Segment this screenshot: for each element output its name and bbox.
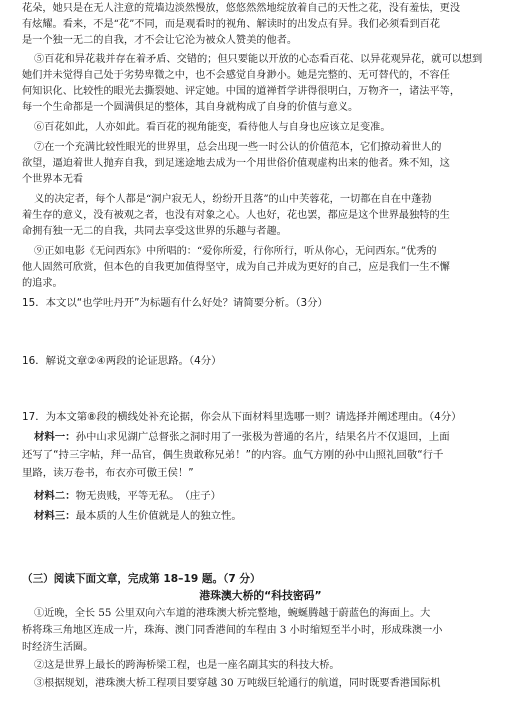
article-line: 时经济生活圈。 bbox=[22, 642, 94, 653]
passage-line: 有炫耀。看来，不是“花”不同，而是观看时的视角、解读时的出发点有异。我们必须看到百花 bbox=[22, 19, 440, 30]
passage-line: 他人固然可欣赏，但本色的自我更加值得坚守，成为自己并成为更好的自己，应是我们一生不懈 bbox=[22, 262, 450, 273]
question-16: 16．解说文章②④两段的论证思路。（4分） bbox=[22, 355, 222, 367]
passage-line: ⑤百花和异花栽并存在着矛盾、交错的；但只要能以开放的心态看百花、以异花观异花，就可以想到 bbox=[34, 54, 483, 65]
article-line: ③根据规划，港珠澳大桥工程项目要穿越 30 万吨级巨轮通行的航道，同时既要香港国际机 bbox=[34, 678, 441, 689]
article-line: ①近晚，全长 55 公里双向六车道的港珠澳大桥完整地，蜿蜒腾越于蔚蓝色的海面上。大 bbox=[34, 608, 431, 619]
passage-line: 义的决定者，每个人都是“洞户寂无人，纷纷开且落”的山中芙蓉花，一切都在自在中蓬勃 bbox=[34, 194, 432, 205]
article-title: 港珠澳大桥的“科技密码” bbox=[199, 589, 322, 602]
passage-line: 着生存的意义，没有被观之者，也没有对象之心。人也好，花也罢，都应是这个世界最独特的生 bbox=[22, 210, 450, 221]
material-1-label: 材料一： bbox=[34, 431, 76, 443]
passage-line: 每一个生命都是一个圆满俱足的整体，其自身就构成了自身的价值与意义。 bbox=[22, 102, 359, 113]
passage-line: 花朵，她只是在无人注意的荒墙边淡然慢放，悠悠然然地绽放着自己的天性之花，没有羞怯，更没 bbox=[22, 3, 461, 14]
material-1-line: 还写了“持三字帖，拜一品官，偶生贵敢称兄弟！”的内容。血气方刚的孙中山照礼回敬“行千 bbox=[22, 449, 444, 461]
material-1-text: 孙中山求见湖广总督张之洞时用了一张极为普通的名片，结果名片不仅退回，上面 bbox=[75, 431, 450, 443]
passage-line: 她们并未觉得自己处于劣势卑微之中，也不会感觉自身渺小。她是完整的、无可替代的，不容任 bbox=[22, 70, 450, 81]
question-15: 15．本文以“也学吐丹开”为标题有什么好处？请简要分析。（3分） bbox=[22, 297, 328, 309]
article-line: ②这是世界上最长的跨海桥梁工程，也是一座名副其实的科技大桥。 bbox=[34, 660, 340, 671]
passage-line: 个世界本无看 bbox=[22, 174, 84, 185]
material-3 bbox=[34, 509, 500, 523]
article-line: 桥将珠三角地区连成一片，珠海、澳门同香港间的车程由 3 小时缩短至半小时，形成珠澳一小 bbox=[22, 625, 443, 636]
passage-line: ⑥百花如此，人亦如此。看百花的视角能变，看待他人与自身也应该立足变准。 bbox=[34, 122, 391, 133]
passage-line: 欲望，逼迫着世人抛弃自我，到足迷途地去成为一个用世俗价值观虚构出来的他者。殊不知，这 bbox=[22, 158, 450, 169]
material-2-label: 材料二： bbox=[34, 490, 76, 502]
passage-line: 是一个独一无二的自我，才不会让它沦为被众人赞美的他者。 bbox=[22, 35, 298, 46]
material-2-text: 物无贵贱，平等无私。 （庄子） bbox=[75, 490, 222, 502]
question-17: 17．为本文第⑧段的横线处补充论据，你会从下面材料里选哪一则？请选择并阐述理由。（4分） bbox=[22, 411, 462, 423]
material-3-label: 材料三： bbox=[34, 510, 76, 522]
material-3-text: 最本质的人生价值就是人的独立性。 bbox=[75, 510, 242, 522]
material-2 bbox=[34, 489, 500, 503]
material-1 bbox=[34, 430, 500, 444]
passage-line: 命拥有独一无二的自我，共同去享受这世界的乐趣与者趣。 bbox=[22, 226, 287, 237]
passage-line: 何知识化、比较性的眼光去撕裂她、评定她。中国的道禅哲学讲得很明白，万物齐一，诸法平等， bbox=[22, 86, 461, 97]
material-1-line: 里路，读万卷书，布衣亦可傲王侯！” bbox=[22, 467, 194, 479]
passage-line: ⑨正如电影《无问西东》中所唱的：“爱你所爱，行你所行，听从你心，无问西东。”优秀的 bbox=[34, 246, 437, 257]
section-heading: （三）阅读下面文章，完成第 18–19 题。（7 分） bbox=[22, 573, 261, 585]
passage-line: ⑦在一个充满比较性眼光的世界里，总会出现一些一时公认的价值范本，它们撩动着世人的 bbox=[34, 142, 442, 153]
passage-line: 的追求。 bbox=[22, 278, 63, 289]
